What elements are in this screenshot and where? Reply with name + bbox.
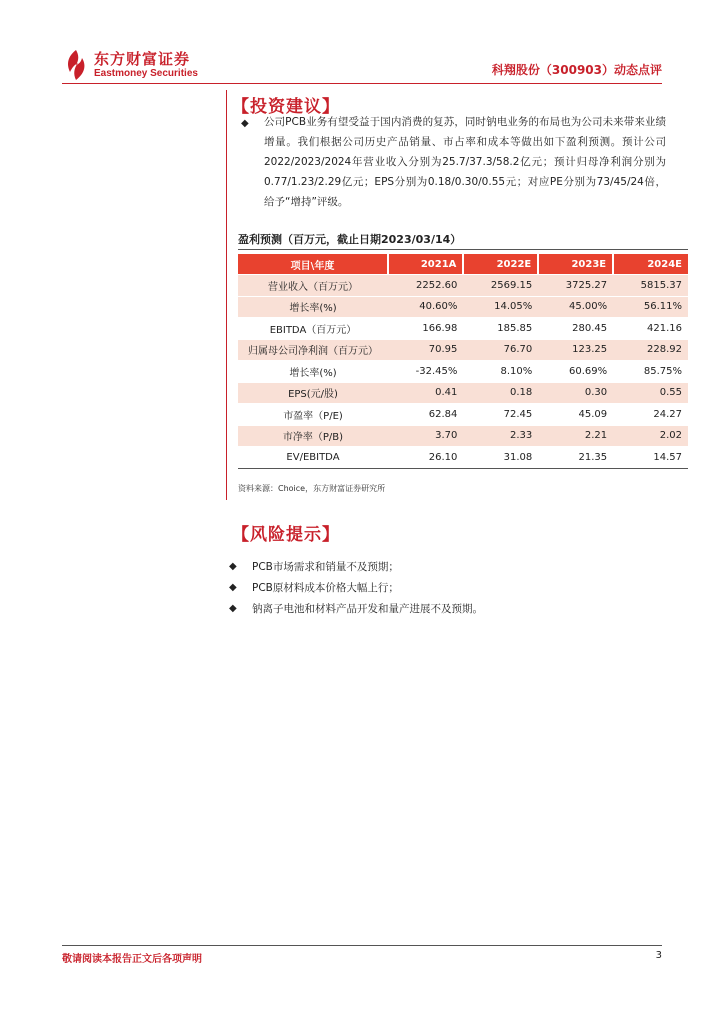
table-cell: 2.33 <box>463 425 538 447</box>
table-row <box>238 361 688 383</box>
row-label: 增长率(%) <box>238 361 388 383</box>
risk-item: PCB原材料成本价格大幅上行； <box>252 582 399 594</box>
table-cell: 21.35 <box>538 447 613 469</box>
risk-item: PCB市场需求和销量不及预期； <box>252 561 399 573</box>
row-label: 市净率（P/B) <box>238 425 388 447</box>
footer-disclaimer: 敬请阅读本报告正文后各项声明 <box>62 954 202 965</box>
table-cell: 70.95 <box>388 339 463 361</box>
table-cell: 0.41 <box>388 382 463 404</box>
logo-english-name: Eastmoney Securities <box>94 68 198 79</box>
table-cell: 228.92 <box>613 339 688 361</box>
risk-item: 钠离子电池和材料产品开发和量产进展不及预期。 <box>252 603 483 615</box>
diamond-bullet-icon: ◆ <box>229 603 237 614</box>
table-cell: 85.75% <box>613 361 688 383</box>
table-title-divider <box>238 249 688 250</box>
table-cell: 8.10% <box>463 361 538 383</box>
table-row <box>238 447 688 469</box>
table-cell: 76.70 <box>463 339 538 361</box>
table-row <box>238 318 688 340</box>
risk-section-title: 【风险提示】 <box>232 525 340 545</box>
table-cell: 62.84 <box>388 404 463 426</box>
row-label: EPS(元/股) <box>238 382 388 404</box>
table-row <box>238 425 688 447</box>
diamond-bullet-icon: ◆ <box>229 582 237 593</box>
table-header-row <box>238 254 688 275</box>
forecast-table <box>238 254 688 469</box>
table-title: 盈利预测（百万元，截止日期2023/03/14） <box>238 233 462 246</box>
row-label: 市盈率（P/E) <box>238 404 388 426</box>
report-title: 科翔股份（300903）动态点评 <box>491 63 662 77</box>
diamond-bullet-icon: ◆ <box>241 118 249 129</box>
header-cell-2024e: 2024E <box>613 254 688 275</box>
investment-paragraph: 公司PCB业务有望受益于国内消费的复苏，同时钠电业务的布局也为公司未来带来业绩增量。我们根据公司历史产品销量、市占率和成本等做出如下盈利预测。预计公司2022/2023/2024年营业收入分别为25.7/37.3/58.2亿元；预计归母净利润分别为0.77/1.23/2.29亿元；EPS分别为0.18/0.30/0.55元；对应PE分别为73/45/24倍，给予“增持”评级。 <box>264 116 666 208</box>
table-cell: 2.02 <box>613 425 688 447</box>
table-cell: 2569.15 <box>463 275 538 297</box>
table-cell: 421.16 <box>613 318 688 340</box>
table-row <box>238 275 688 297</box>
table-cell: 166.98 <box>388 318 463 340</box>
table-cell: 2252.60 <box>388 275 463 297</box>
table-cell: 2.21 <box>538 425 613 447</box>
table-cell: 26.10 <box>388 447 463 469</box>
header-cell-2023e: 2023E <box>538 254 613 275</box>
table-cell: 185.85 <box>463 318 538 340</box>
table-cell: 40.60% <box>388 296 463 318</box>
diamond-bullet-icon: ◆ <box>229 561 237 572</box>
table-row <box>238 296 688 318</box>
table-cell: 14.57 <box>613 447 688 469</box>
row-label: 归属母公司净利润（百万元） <box>238 339 388 361</box>
table-cell: 60.69% <box>538 361 613 383</box>
table-cell: 45.09 <box>538 404 613 426</box>
table-cell: 45.00% <box>538 296 613 318</box>
row-label: EBITDA（百万元） <box>238 318 388 340</box>
table-row <box>238 339 688 361</box>
table-cell: 24.27 <box>613 404 688 426</box>
investment-section-title: 【投资建议】 <box>232 97 340 117</box>
header-divider <box>62 83 662 84</box>
table-cell: 56.11% <box>613 296 688 318</box>
row-label: EV/EBITDA <box>238 447 388 469</box>
table-cell: 0.18 <box>463 382 538 404</box>
header-cell-item: 项目\年度 <box>238 254 388 275</box>
table-cell: 123.25 <box>538 339 613 361</box>
footer-divider <box>62 945 662 946</box>
table-cell: 5815.37 <box>613 275 688 297</box>
table-cell: 3725.27 <box>538 275 613 297</box>
table-cell: 0.30 <box>538 382 613 404</box>
row-label: 增长率(%) <box>238 296 388 318</box>
row-label: 营业收入（百万元） <box>238 275 388 297</box>
page-number: 3 <box>655 950 662 961</box>
table-cell: 280.45 <box>538 318 613 340</box>
table-cell: 14.05% <box>463 296 538 318</box>
table-row <box>238 404 688 426</box>
table-cell: -32.45% <box>388 361 463 383</box>
table-cell: 3.70 <box>388 425 463 447</box>
table-cell: 72.45 <box>463 404 538 426</box>
table-source-note: 资料来源：Choice，东方财富证券研究所 <box>238 484 386 493</box>
header-cell-2022e: 2022E <box>463 254 538 275</box>
header-cell-2021a: 2021A <box>388 254 463 275</box>
logo-chinese-name: 东方财富证券 <box>94 50 191 68</box>
eastmoney-logo-icon <box>62 48 90 82</box>
table-row <box>238 382 688 404</box>
table-cell: 0.55 <box>613 382 688 404</box>
table-cell: 31.08 <box>463 447 538 469</box>
sidebar-divider <box>226 90 227 500</box>
